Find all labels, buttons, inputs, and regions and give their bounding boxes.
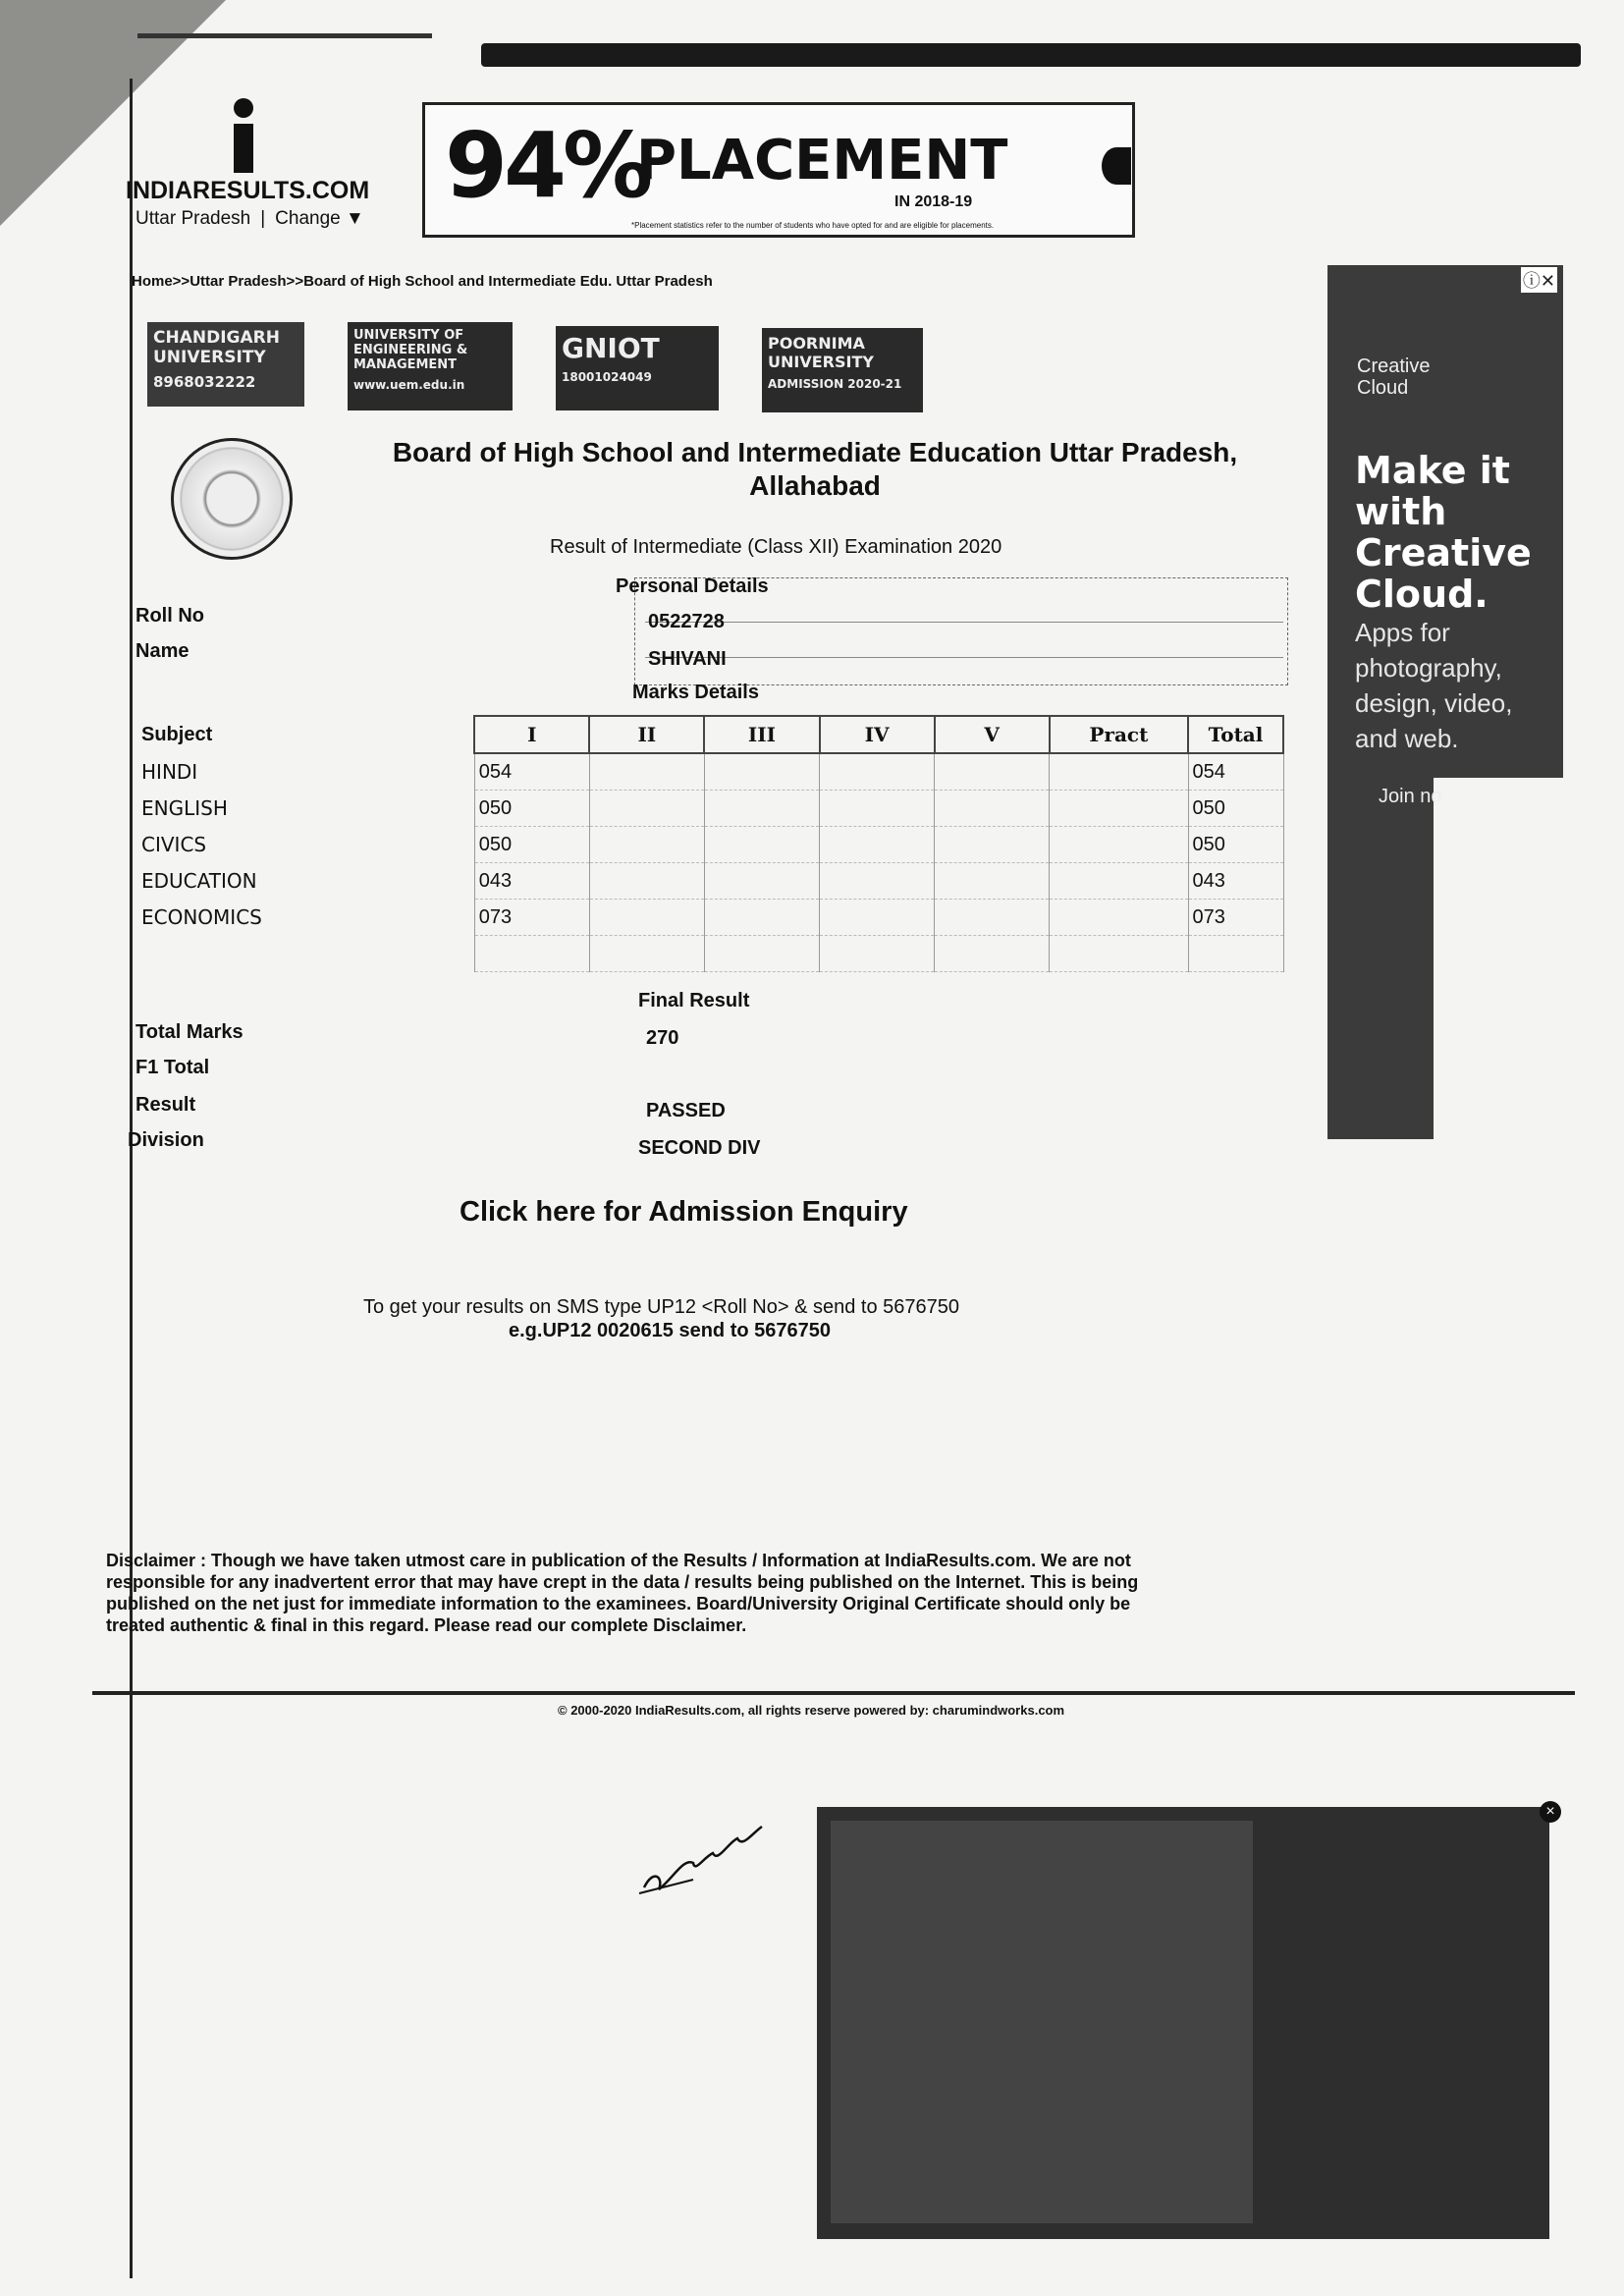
banner-subtitle: IN 2018-19 — [894, 193, 973, 210]
sponsor-chandigarh-university[interactable] — [147, 322, 304, 407]
column-header: V — [935, 716, 1050, 753]
marks-cell — [704, 753, 819, 791]
state-name: Uttar Pradesh — [135, 208, 251, 229]
handwritten-signature — [634, 1819, 782, 1897]
table-row — [137, 827, 1283, 863]
marks-cell — [820, 753, 935, 791]
ad-blank-area — [1434, 778, 1563, 1139]
marks-cell — [935, 900, 1050, 936]
marks-cell — [935, 791, 1050, 827]
banner-title: PLACEMENT — [636, 129, 1008, 192]
change-state-link[interactable]: Change ▼ — [275, 208, 364, 229]
total-cell: 043 — [1188, 863, 1283, 900]
marks-cell: 050 — [474, 827, 589, 863]
name-value: SHIVANI — [648, 648, 727, 670]
marks-cell — [1050, 863, 1188, 900]
up-government-emblem — [171, 438, 293, 560]
column-header: IV — [820, 716, 935, 753]
sms-example: e.g.UP12 0020615 send to 5676750 — [509, 1320, 831, 1341]
total-cell: 073 — [1188, 900, 1283, 936]
division-value: SECOND DIV — [638, 1137, 761, 1159]
subject-column-header: Subject — [141, 723, 213, 745]
sponsor-gniot[interactable] — [556, 326, 719, 410]
disclaimer-text: Disclaimer : Though we have taken utmost care in publication of the Results / Information at IndiaResults.com. We are not responsible for any inadvertent error that may have crept in the data / results being published on the Internet. This is being published on the net just for immediate information to the examinees. Board/University Original Certificate should only be treated authentic & final in this regard. Please read our complete Disclaimer. — [106, 1551, 1139, 1635]
marks-cell — [1188, 936, 1283, 972]
marks-cell — [1050, 753, 1188, 791]
banner-arrow-icon[interactable] — [1102, 147, 1131, 185]
roll-no-label: Roll No — [135, 605, 204, 627]
sponsor-poornima[interactable] — [762, 328, 923, 412]
sponsor-detail: 18001024049 — [562, 370, 652, 384]
sponsor-name: CHANDIGARH UNIVERSITY — [153, 328, 280, 367]
marks-cell: 050 — [474, 791, 589, 827]
marks-cell — [589, 936, 704, 972]
personal-details-heading: Personal Details — [616, 575, 769, 597]
divider — [645, 657, 1283, 658]
marks-cell — [820, 936, 935, 972]
marks-cell — [935, 827, 1050, 863]
marks-cell — [589, 900, 704, 936]
column-header: II — [589, 716, 704, 753]
footer-divider — [92, 1691, 1575, 1695]
marks-cell — [589, 827, 704, 863]
marks-cell: 073 — [474, 900, 589, 936]
marks-cell: 043 — [474, 863, 589, 900]
marks-cell — [1050, 936, 1188, 972]
sponsor-name: GNIOT — [562, 332, 660, 364]
marks-cell — [935, 863, 1050, 900]
sponsor-detail: ADMISSION 2020-21 — [768, 377, 902, 391]
roll-no-value: 0522728 — [648, 611, 725, 632]
marks-cell — [589, 753, 704, 791]
marks-cell — [820, 827, 935, 863]
marks-cell — [704, 827, 819, 863]
separator: | — [260, 208, 266, 229]
sms-instruction: To get your results on SMS type UP12 <Roll No> & send to 5676750 — [363, 1296, 960, 1318]
marks-cell — [589, 863, 704, 900]
table-row — [137, 863, 1283, 900]
final-result-heading: Final Result — [638, 990, 750, 1011]
sponsor-detail: www.uem.edu.in — [353, 378, 465, 392]
state-selector — [135, 208, 374, 230]
total-marks-value: 270 — [646, 1027, 679, 1049]
column-header: Total — [1188, 716, 1283, 753]
subject-cell: CIVICS — [141, 833, 207, 856]
marks-cell — [704, 936, 819, 972]
banner-note: *Placement statistics refer to the number of students who have opted for and are eligible for placements. — [631, 221, 995, 230]
empty-cell — [137, 936, 474, 972]
video-ad-thumbnail — [831, 1821, 1253, 2223]
site-logo-icon[interactable] — [224, 96, 263, 175]
result-value: PASSED — [646, 1100, 726, 1121]
table-header-row — [137, 716, 1283, 753]
close-icon[interactable]: × — [1540, 1801, 1561, 1823]
sponsor-uem[interactable] — [348, 322, 513, 410]
sponsor-detail: 8968032222 — [153, 373, 256, 391]
marks-cell — [820, 791, 935, 827]
ad-brand: Creative Cloud — [1357, 355, 1431, 399]
marks-cell — [820, 900, 935, 936]
video-ad[interactable] — [817, 1807, 1549, 2239]
page-border — [130, 79, 133, 2278]
f1-total-label: F1 Total — [135, 1057, 210, 1078]
total-marks-label: Total Marks — [135, 1021, 244, 1043]
table-row — [137, 791, 1283, 827]
exam-title: Result of Intermediate (Class XII) Examination 2020 — [550, 536, 1002, 558]
marks-cell — [1050, 900, 1188, 936]
name-label: Name — [135, 640, 189, 662]
column-header: I — [474, 716, 589, 753]
admission-enquiry-link[interactable]: Click here for Admission Enquiry — [460, 1196, 908, 1228]
marks-details-heading: Marks Details — [632, 682, 759, 703]
ad-info-close-icon[interactable]: ⓘ✕ — [1521, 267, 1557, 293]
ad-headline: Make it with Creative Cloud. — [1355, 449, 1532, 616]
marks-cell — [935, 936, 1050, 972]
marks-cell — [820, 863, 935, 900]
scan-mark — [137, 33, 432, 38]
subject-cell: ECONOMICS — [141, 905, 262, 929]
marks-cell — [474, 936, 589, 972]
ad-cta-button[interactable]: Join no — [1379, 786, 1442, 807]
marks-cell — [589, 791, 704, 827]
board-title: Board of High School and Intermediate Education Uttar Pradesh, Allahabad — [392, 437, 1238, 501]
sponsor-name: UNIVERSITY OF ENGINEERING & MANAGEMENT — [353, 328, 468, 372]
table-row — [137, 900, 1283, 936]
site-logo-text[interactable]: INDIARESULTS.COM — [126, 177, 370, 204]
subject-cell: HINDI — [141, 759, 198, 784]
copyright-text: © 2000-2020 IndiaResults.com, all rights reserve powered by: charumindworks.com — [558, 1703, 1065, 1718]
marks-cell: 054 — [474, 753, 589, 791]
column-header: Pract — [1050, 716, 1188, 753]
total-cell: 054 — [1188, 753, 1283, 791]
total-cell: 050 — [1188, 791, 1283, 827]
division-label: Division — [128, 1129, 204, 1151]
result-label: Result — [135, 1094, 196, 1116]
marks-cell — [935, 753, 1050, 791]
divider — [645, 622, 1283, 623]
marks-cell — [1050, 791, 1188, 827]
subject-cell: EDUCATION — [141, 869, 257, 893]
breadcrumb[interactable]: Home>>Uttar Pradesh>>Board of High School and Intermediate Edu. Uttar Pradesh — [132, 273, 713, 290]
marks-cell — [704, 791, 819, 827]
placement-banner-ad[interactable] — [422, 102, 1135, 238]
scan-mark — [481, 43, 1581, 67]
banner-percent: 94% — [445, 113, 650, 218]
total-cell: 050 — [1188, 827, 1283, 863]
table-row — [137, 936, 1283, 972]
creative-cloud-ad[interactable] — [1327, 265, 1563, 1139]
column-header: III — [704, 716, 819, 753]
marks-cell — [704, 900, 819, 936]
sponsor-name: POORNIMA UNIVERSITY — [768, 334, 874, 371]
subject-cell: ENGLISH — [141, 796, 228, 820]
marks-cell — [1050, 827, 1188, 863]
marks-cell — [704, 863, 819, 900]
table-row — [137, 753, 1283, 791]
ad-body: Apps for photography, design, video, and web. — [1355, 618, 1513, 753]
marks-table — [137, 715, 1284, 980]
